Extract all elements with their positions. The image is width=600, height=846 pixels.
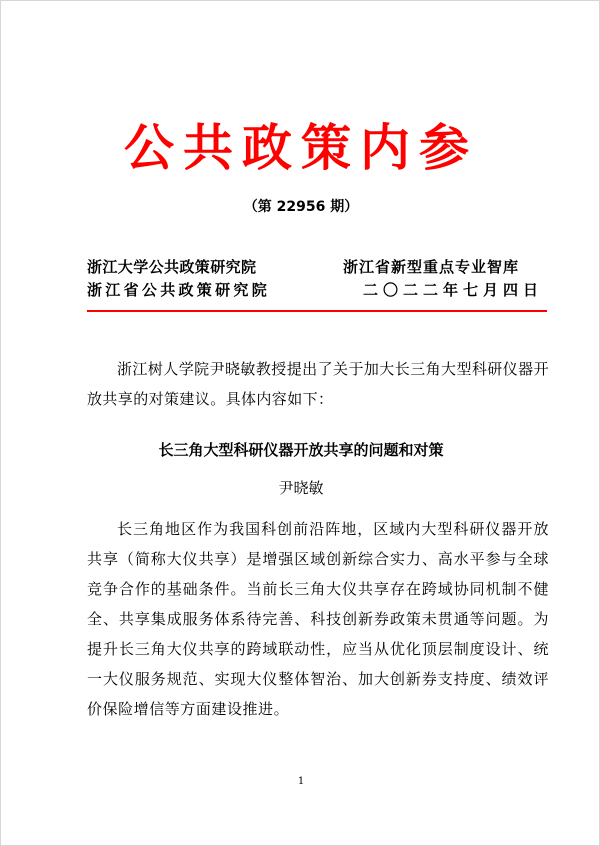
issue-number: （第 22956 期） [243,199,359,215]
intro-paragraph: 浙江树人学院尹晓敏教授提出了关于加大长三角大型科研仪器开放共享的对策建议。具体内容如下： [87,360,549,408]
page-number: 1 [297,776,305,787]
publisher-line-1: 浙江大学公共政策研究院 [87,258,257,276]
body-paragraph: 长三角地区作为我国科创前沿阵地，区域内大型科研仪器开放共享（简称大仪共享）是增强区域创新综合实力、高水平参与全球竞争合作的基础条件。当前长三角大仪共享存在跨域协同机制不健全、共享集成服务体系待完善、科技创新券政策未贯通等问题。为提升长三角大仪共享的跨域联动性，应当从优化顶层制度设计、统一大仪服务规范、实现大仪整体智治、加大创新券支持度、绩效评价保险增信等方面建设推进。 [87,520,549,718]
publisher-line-2: 浙江省公共政策研究院 [87,281,271,299]
article-author: 尹晓敏 [278,479,324,497]
publish-date: 二〇二二年七月四日 [363,281,544,299]
think-tank-label: 浙江省新型重点专业智库 [343,258,520,276]
report-title: 公共政策内参 [124,118,478,177]
header-divider [87,310,547,312]
article-title: 长三角大型科研仪器开放共享的问题和对策 [158,441,444,459]
